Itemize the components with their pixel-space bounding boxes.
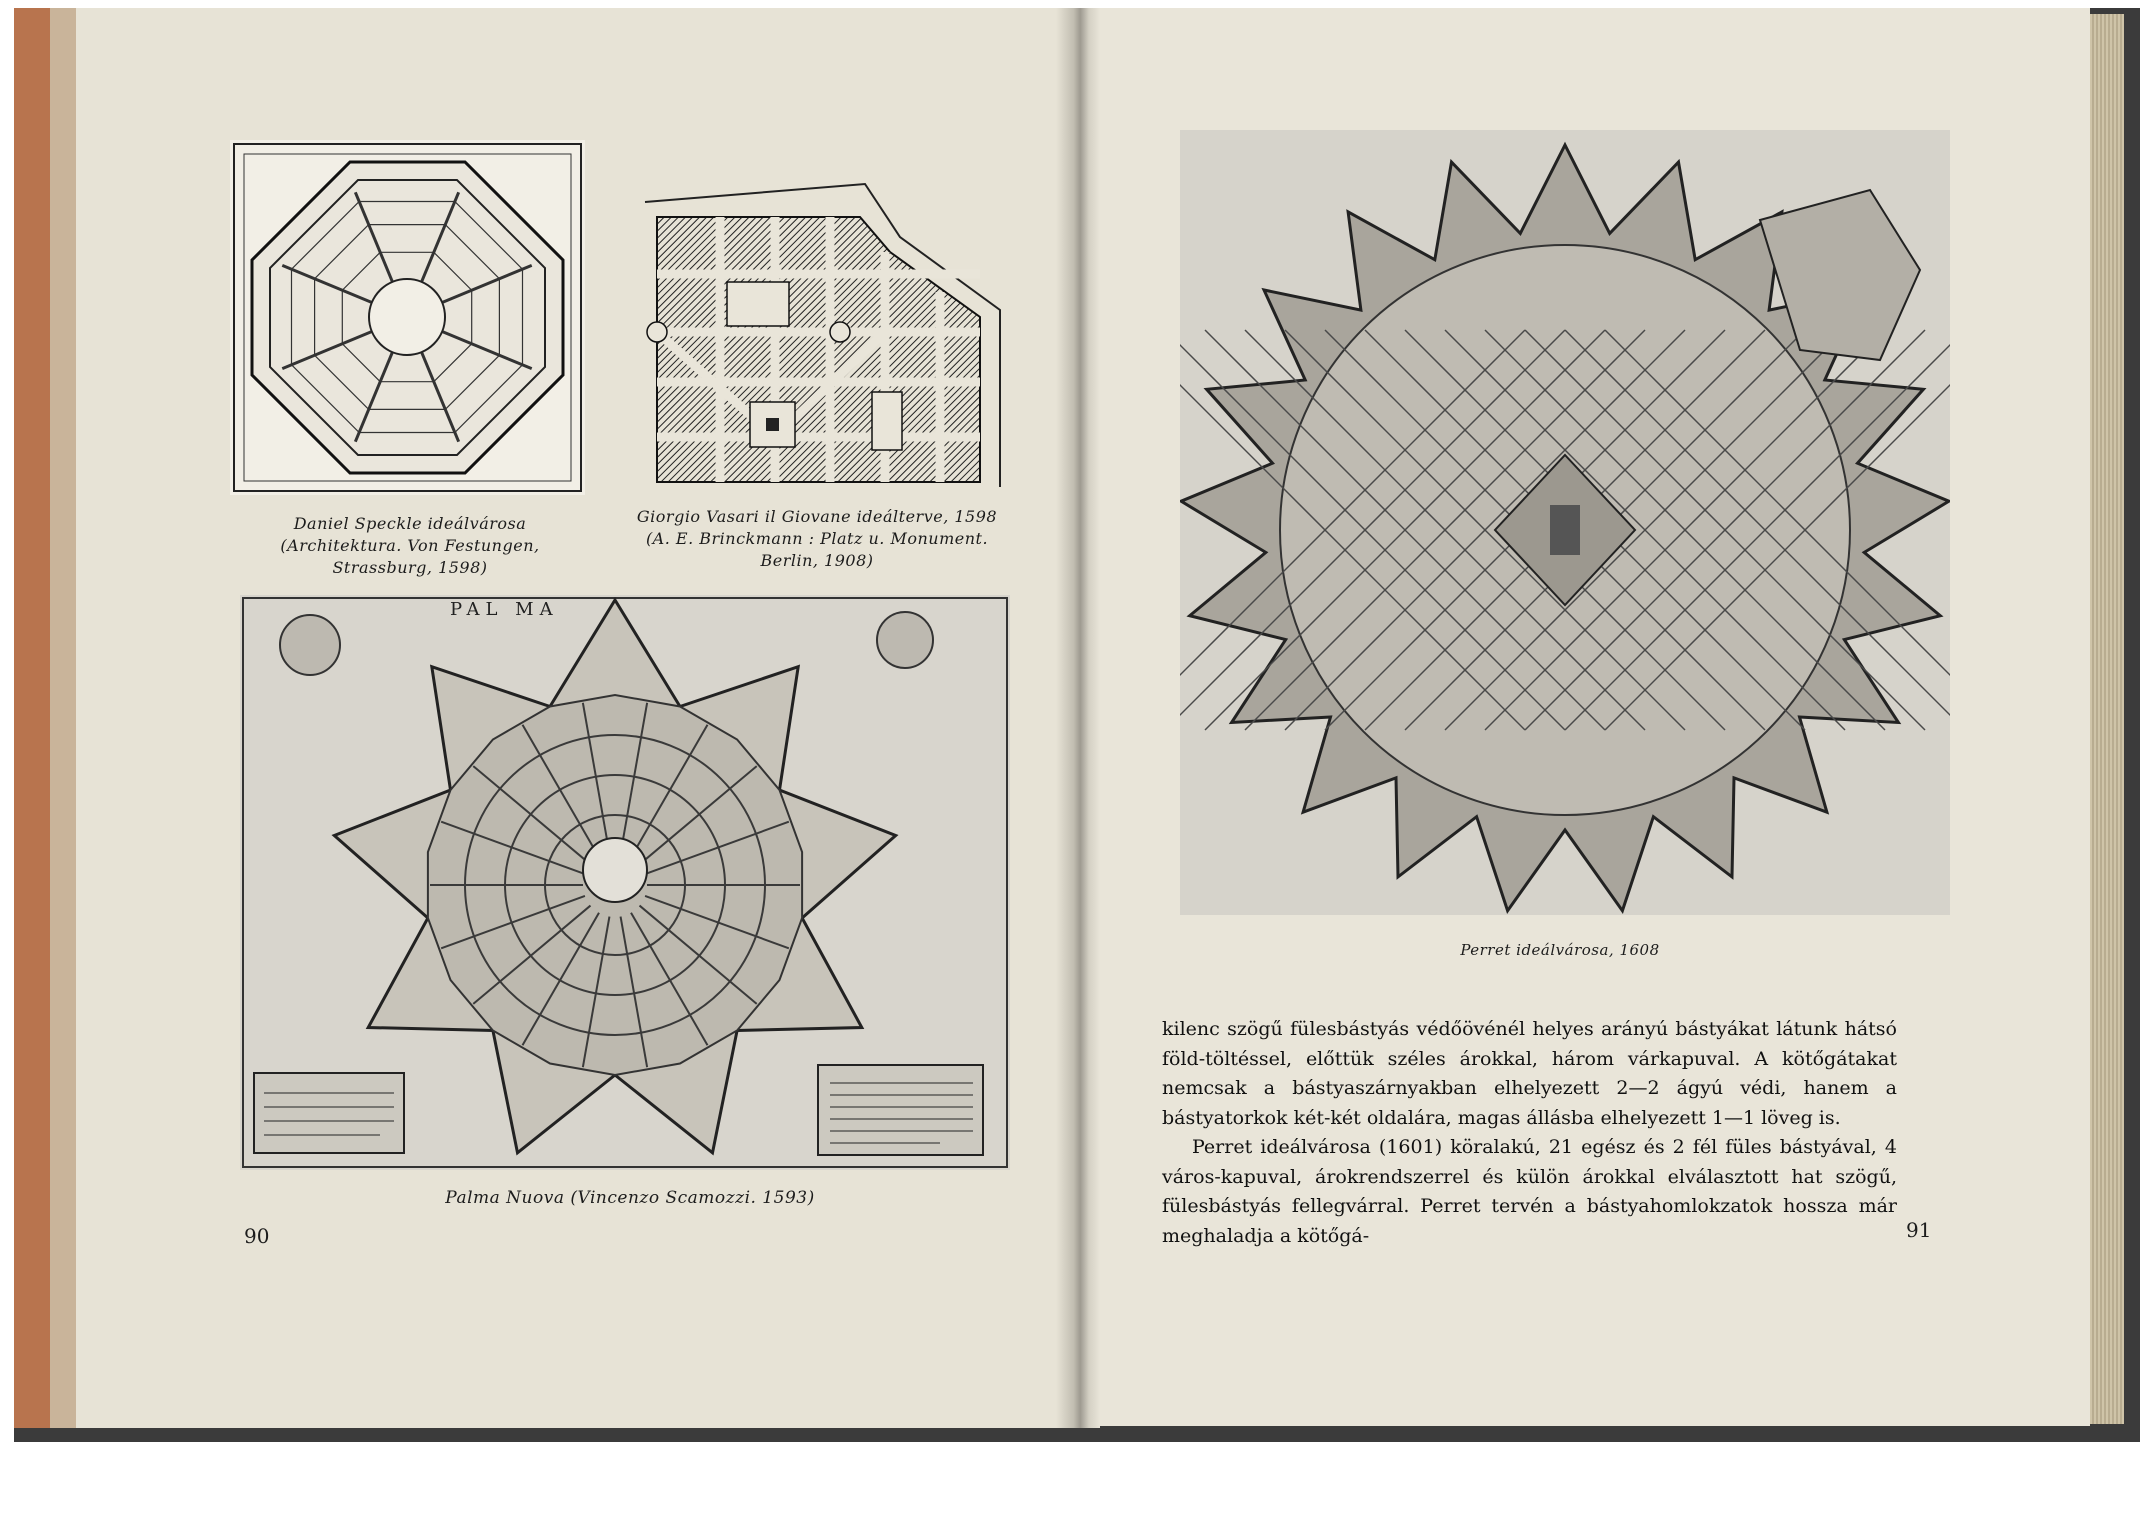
right-page-number: 91	[1906, 1218, 1932, 1242]
figure-vasari-caption: Giorgio Vasari il Giovane ideálterve, 1598 (A. E. Brinckmann : Platz u. Monument. Berlin, 1908)	[636, 507, 998, 570]
body-paragraph-1: kilenc szögű fülesbástyás védőövénél helyes arányú bástyákat látunk hátsó föld-töltéssel, előttük széles árokkal, három várkapuval. A kötőgátakat nemcsak a bástyaszárnyakban elhelyezett 2—2 ágyú védi, hanem a bástyatorkok két-két oldalára, magas állásba elhelyezett 1—1 löveg is.	[1162, 1018, 1897, 1129]
figure-speckle-plan	[230, 140, 585, 495]
figure-palma-caption: Palma Nuova (Vincenzo Scamozzi. 1593)	[445, 1188, 815, 1208]
body-paragraph-2: Perret ideálvárosa (1601) köralakú, 21 egész és 2 fél füles bástyával, 4 város-kapuval, árokrendszerrel és külön árokkal elválasztott hat szögű, fülesbástyás fellegvárral. Perret tervén a bástyahomlokzatok hossza már meghaladja a kötőgá-	[1162, 1136, 1897, 1247]
left-page-edges	[50, 8, 76, 1428]
left-page-number: 90	[244, 1224, 270, 1248]
figure-perret-caption: Perret ideálvárosa, 1608	[1460, 941, 1660, 959]
right-page-edges	[2090, 14, 2124, 1424]
figure-speckle-caption: Daniel Speckle ideálvárosa (Architektura. Von Festungen, Strassburg, 1598)	[280, 514, 540, 577]
figure-vasari-plan	[635, 182, 1005, 487]
book-gutter	[1056, 8, 1100, 1428]
figure-perret-plan	[1180, 130, 1950, 915]
figure-palma-nuova	[240, 595, 1010, 1170]
palma-map-heading: PAL MA	[450, 599, 559, 620]
right-page-body-text	[1162, 1015, 1897, 1251]
